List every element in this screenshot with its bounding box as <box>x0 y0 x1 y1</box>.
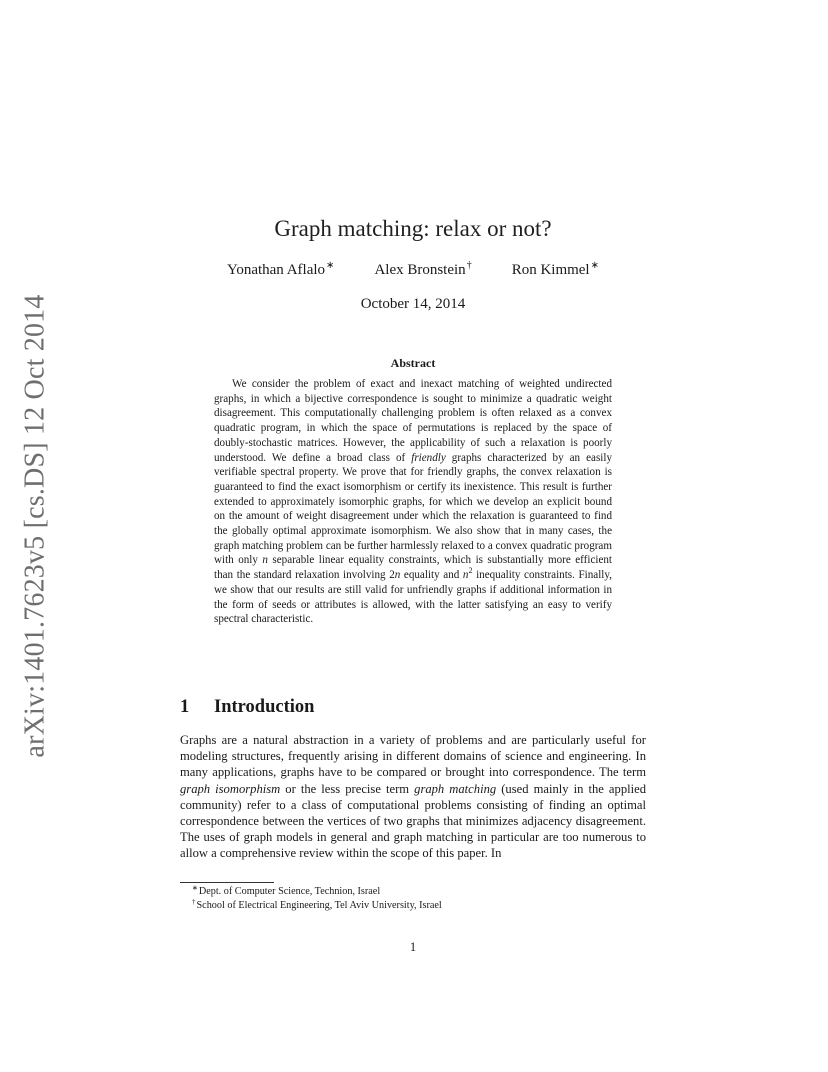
page-number: 1 <box>409 940 417 954</box>
body-text: or the less precise term <box>280 781 415 796</box>
emphasis-friendly: friendly <box>411 451 446 464</box>
footnote-text: Dept. of Computer Science, Technion, Israel <box>198 886 381 897</box>
author-name: Yonathan Aflalo <box>226 262 326 278</box>
abstract-text: inequality constraints. Finally, we show that our results are still valid for unfriendly graphs if additional information in the form of seeds or attributes is allowed, with the latter satisfying an easy to verify spectral characteristic. <box>214 569 612 626</box>
footnote-divider <box>180 882 274 883</box>
arxiv-identifier-stamp <box>14 294 58 758</box>
paper-date: October 14, 2014 <box>360 296 466 312</box>
emphasis-graph-matching: graph matching <box>414 781 497 796</box>
body-text: (used mainly in the applied community) refer to a class of computational problems consisting of finding an optimal correspondence between the vertices of two graphs that minimizes adjacency disagreement. The uses of graph models in general and graph matching in particular are too numerous to allow a comprehensive review within the scope of this paper. In <box>180 781 646 861</box>
footnote-mark: ∗ <box>192 884 198 892</box>
section-title: Introduction <box>214 697 315 717</box>
abstract-heading: Abstract <box>390 356 436 370</box>
author-aflalo <box>227 262 334 279</box>
author-name: Alex Bronstein <box>374 262 466 278</box>
footnote-tel-aviv <box>192 899 646 913</box>
paper-title: Graph matching: relax or not? <box>274 216 552 241</box>
math-exponent: 2 <box>468 566 473 576</box>
math-n: n <box>262 554 268 567</box>
section-heading-introduction <box>180 697 314 718</box>
introduction-paragraph <box>180 732 646 862</box>
author-name: Ron Kimmel <box>511 262 590 278</box>
affiliation-mark: ∗ <box>326 260 335 271</box>
footnote-mark: † <box>192 898 196 906</box>
abstract-text: graphs characterized by an easily verifiable spectral property. We prove that for friendly graphs, the convex relaxation is guaranteed to find the exact isomorphism or certify its inexistence. This result is further extended to approximately isomorphic graphs, for which we develop an explicit bound on the amount of weight disagreement under which the relaxation is guaranteed to find the globally optimal approximate isomorphism. We also show that in many cases, the graph matching problem can be further harmlessly relaxed to a convex quadratic program with only <box>214 451 613 567</box>
affiliation-mark: ∗ <box>590 260 599 271</box>
footnotes <box>192 885 646 913</box>
author-list <box>180 262 646 279</box>
affiliation-mark: † <box>466 260 472 271</box>
math-n: n <box>462 569 469 582</box>
footnote-technion <box>192 885 646 899</box>
author-kimmel <box>512 262 599 279</box>
abstract-text: We consider the problem of exact and inexact matching of weighted undirected graphs, in which a bijective correspondence is sought to minimize a quadratic weight disagreement. This computationally challenging problem is often relaxed as a convex quadratic program, in which the space of permutations is replaced by the space of doubly-stochastic matrices. However, the applicability of such a relaxation is poorly understood. We define a broad class of <box>214 378 612 464</box>
body-text: Graphs are a natural abstraction in a variety of problems and are particularly useful for modeling structures, frequently arising in different domains of science and engineering. In many applications, graphs have to be compared or brought into correspondence. The term <box>180 733 646 780</box>
emphasis-graph-isomorphism: graph isomorphism <box>180 781 281 796</box>
arxiv-identifier-text: arXiv:1401.7623v5 [cs.DS] 12 Oct 2014 <box>20 294 51 758</box>
footnote-text: School of Electrical Engineering, Tel Aviv University, Israel <box>196 900 442 911</box>
author-bronstein <box>374 262 471 279</box>
abstract-text: separable linear equality constraints, which is substantially more efficient than the standard relaxation involving 2 <box>214 554 612 582</box>
abstract-text: equality and <box>400 569 463 582</box>
math-n: n <box>394 569 401 582</box>
section-number: 1 <box>180 697 190 717</box>
abstract-body <box>214 377 612 627</box>
